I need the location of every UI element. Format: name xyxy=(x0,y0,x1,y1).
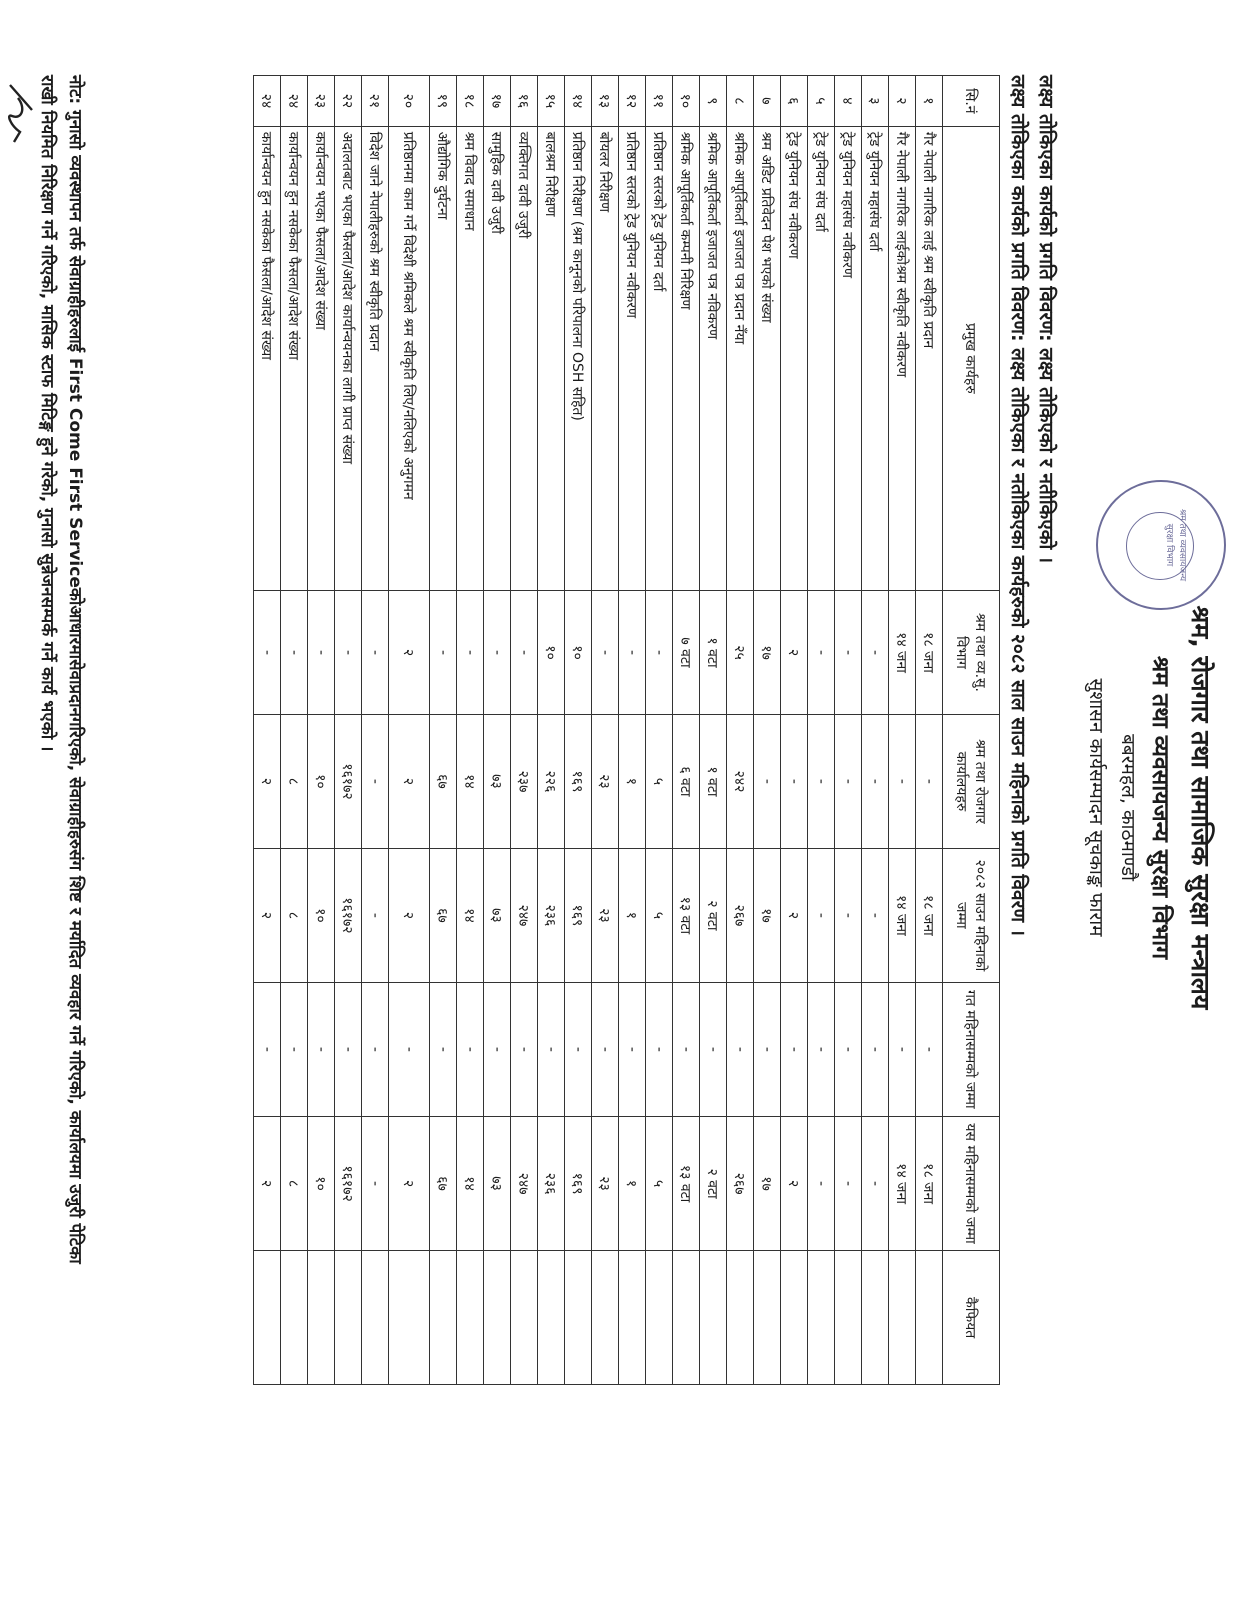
table-row xyxy=(862,76,889,1385)
value-cell: २३७ xyxy=(511,714,538,848)
value-cell xyxy=(389,1251,430,1385)
serial-number-cell: ११ xyxy=(646,76,673,127)
value-cell: - xyxy=(484,982,511,1116)
value-cell: - xyxy=(362,591,389,715)
serial-number-cell: १२ xyxy=(619,76,646,127)
value-cell: १६१७२ xyxy=(335,714,362,848)
value-cell xyxy=(335,1251,362,1385)
value-cell: ८ xyxy=(281,714,308,848)
value-cell: - xyxy=(389,982,430,1116)
value-cell: - xyxy=(916,982,943,1116)
table-row xyxy=(727,76,754,1385)
value-cell: - xyxy=(835,982,862,1116)
value-cell: - xyxy=(781,714,808,848)
value-cell: - xyxy=(619,591,646,715)
value-cell: २५ xyxy=(727,591,754,715)
activity-cell: प्रतिष्ठानमा काम गर्ने विदेशी श्रमिकले श्रम स्वीकृति लिए/नलिएको अनुगमन xyxy=(389,126,430,590)
value-cell: - xyxy=(335,591,362,715)
value-cell: १७ xyxy=(754,848,781,982)
value-cell xyxy=(808,1251,835,1385)
activity-cell: कार्यान्वयन हुन नसकेका फैसला/आदेश संख्या xyxy=(254,126,281,590)
value-cell: - xyxy=(754,982,781,1116)
value-cell: - xyxy=(646,982,673,1116)
table-row xyxy=(565,76,592,1385)
column-header: सि.नं xyxy=(943,76,1000,127)
table-row xyxy=(389,76,430,1385)
value-cell xyxy=(754,1251,781,1385)
value-cell: २३६ xyxy=(538,1116,565,1250)
column-header: श्रम तथा व्य.सु. विभाग xyxy=(943,591,1000,715)
table-row xyxy=(781,76,808,1385)
value-cell: २३६ xyxy=(538,848,565,982)
serial-number-cell: ८ xyxy=(727,76,754,127)
serial-number-cell: २४ xyxy=(254,76,281,127)
seal-text-line2: सुरक्षा विभाग xyxy=(1164,523,1174,567)
value-cell: १४ जना xyxy=(889,848,916,982)
activity-cell: प्रतिष्ठान स्तरको ट्रेड युनियन नवीकरण xyxy=(619,126,646,590)
value-cell: ५ xyxy=(646,714,673,848)
value-cell xyxy=(511,1251,538,1385)
value-cell: १ xyxy=(619,848,646,982)
activity-cell: ट्रेड युनियन महासंघ नवीकरण xyxy=(835,126,862,590)
value-cell: १ xyxy=(619,1116,646,1250)
value-cell: - xyxy=(281,982,308,1116)
address: बबरमहल, काठमाण्डौ xyxy=(1117,734,1139,881)
activity-cell: श्रमिक आपूर्तिकर्ता इजाजत पत्र नविकरण xyxy=(700,126,727,590)
value-cell: ७३ xyxy=(484,1116,511,1250)
ministry-title: श्रम, रोजगार तथा सामाजिक सुरक्षा मन्त्रालय xyxy=(1186,605,1215,1010)
value-cell xyxy=(254,1251,281,1385)
table-row xyxy=(538,76,565,1385)
value-cell: - xyxy=(862,982,889,1116)
activity-cell: गैर नेपाली नागरिक लाईकोश्रम स्वीकृति नवीकरण xyxy=(889,126,916,590)
activity-cell: व्यक्तिगत दावी उजुरी xyxy=(511,126,538,590)
value-cell xyxy=(781,1251,808,1385)
activity-cell: श्रमिक आपूर्तिकर्ता कम्पनी निरिक्षण xyxy=(673,126,700,590)
value-cell: - xyxy=(511,982,538,1116)
value-cell: २६७ xyxy=(727,848,754,982)
value-cell: - xyxy=(781,982,808,1116)
value-cell: १ वटा xyxy=(700,714,727,848)
value-cell: २ xyxy=(389,591,430,715)
value-cell: १० xyxy=(308,714,335,848)
value-cell: - xyxy=(362,1116,389,1250)
value-cell: १ वटा xyxy=(700,591,727,715)
serial-number-cell: ७ xyxy=(754,76,781,127)
value-cell: - xyxy=(335,982,362,1116)
value-cell: २ वटा xyxy=(700,1116,727,1250)
value-cell xyxy=(889,1251,916,1385)
value-cell: १० xyxy=(538,591,565,715)
activity-cell: बालश्रम निरीक्षण xyxy=(538,126,565,590)
value-cell: १४ xyxy=(457,714,484,848)
value-cell: - xyxy=(254,591,281,715)
serial-number-cell: १७ xyxy=(484,76,511,127)
serial-number-cell: १५ xyxy=(538,76,565,127)
value-cell: - xyxy=(808,714,835,848)
value-cell xyxy=(362,1251,389,1385)
serial-number-cell: २१ xyxy=(362,76,389,127)
activity-cell: प्रतिष्ठान स्तरको ट्रेड युनियन दर्ता xyxy=(646,126,673,590)
value-cell: ८ xyxy=(281,1116,308,1250)
serial-number-cell: २३ xyxy=(308,76,335,127)
value-cell xyxy=(646,1251,673,1385)
activity-cell: औद्योगिक दुर्घटना xyxy=(430,126,457,590)
value-cell: - xyxy=(862,714,889,848)
serial-number-cell: १८ xyxy=(457,76,484,127)
column-header: प्रमुख कार्यहरु xyxy=(943,126,1000,590)
value-cell: २ xyxy=(389,714,430,848)
serial-number-cell: ४ xyxy=(835,76,862,127)
activity-cell: प्रतिष्ठान निरीक्षण (श्रम कानूनको परिपालना OSH सहित) xyxy=(565,126,592,590)
value-cell: - xyxy=(808,982,835,1116)
value-cell: - xyxy=(835,848,862,982)
value-cell: ७३ xyxy=(484,714,511,848)
activity-cell: श्रमिक आपूर्तिकर्ता इजाजत पत्र प्रदान नँया xyxy=(727,126,754,590)
column-header: २०८२ साउन महिनाको जम्मा xyxy=(943,848,1000,982)
value-cell: - xyxy=(835,591,862,715)
value-cell: १६९ xyxy=(565,1116,592,1250)
value-cell: - xyxy=(362,714,389,848)
table-row xyxy=(362,76,389,1385)
serial-number-cell: १९ xyxy=(430,76,457,127)
activity-cell: ट्रेड युनियन संघ नवीकरण xyxy=(781,126,808,590)
handwritten-signature xyxy=(0,80,40,150)
serial-number-cell: ९ xyxy=(700,76,727,127)
value-cell: ५ xyxy=(646,848,673,982)
value-cell: २३ xyxy=(592,1116,619,1250)
value-cell: - xyxy=(835,714,862,848)
table-body xyxy=(254,76,943,1385)
value-cell: - xyxy=(254,982,281,1116)
value-cell: १४ xyxy=(457,1116,484,1250)
value-cell: - xyxy=(727,982,754,1116)
value-cell: - xyxy=(916,714,943,848)
serial-number-cell: ६ xyxy=(781,76,808,127)
value-cell: १८ जना xyxy=(916,1116,943,1250)
value-cell: - xyxy=(754,714,781,848)
value-cell: - xyxy=(862,591,889,715)
value-cell: १८ जना xyxy=(916,848,943,982)
value-cell: १६१७२ xyxy=(335,848,362,982)
value-cell: - xyxy=(808,1116,835,1250)
activity-cell: कार्यान्वयन हुन नसकेका फैसला/आदेश संख्या xyxy=(281,126,308,590)
value-cell: - xyxy=(430,982,457,1116)
value-cell: - xyxy=(862,1116,889,1250)
value-cell: - xyxy=(362,848,389,982)
value-cell: १४ जना xyxy=(889,591,916,715)
value-cell xyxy=(565,1251,592,1385)
value-cell: १८ जना xyxy=(916,591,943,715)
table-row xyxy=(484,76,511,1385)
value-cell: १३ वटा xyxy=(673,1116,700,1250)
serial-number-cell: १० xyxy=(673,76,700,127)
value-cell xyxy=(700,1251,727,1385)
official-seal-stamp xyxy=(1096,480,1226,610)
value-cell: २ xyxy=(254,1116,281,1250)
value-cell: २ xyxy=(781,1116,808,1250)
table-row xyxy=(308,76,335,1385)
value-cell: ६७ xyxy=(430,714,457,848)
value-cell: - xyxy=(430,591,457,715)
value-cell: २३ xyxy=(592,848,619,982)
value-cell: - xyxy=(484,591,511,715)
value-cell: - xyxy=(862,848,889,982)
table-row xyxy=(619,76,646,1385)
value-cell: - xyxy=(308,591,335,715)
form-title: सुशासन कार्यसम्पादन सूचकाङ्क फाराम xyxy=(1085,678,1107,937)
value-cell: १७ xyxy=(754,591,781,715)
activity-cell: कार्यान्वयन भएका फैसला/आदेश संख्या xyxy=(308,126,335,590)
activity-cell: विदेश जाने नेपालीहरुको श्रम स्वीकृति प्रदान xyxy=(362,126,389,590)
value-cell xyxy=(430,1251,457,1385)
note-line1: नोट: गुनासो व्यवस्थापन तर्फ सेवाग्राहीहरुलाई First Come First Serviceकोआधारमासेवाप्रदानगरिएको, सेवाग्राहीहरुसंग शिष्ट र मर्यादित व्यवहार गर्ने गरिएको, कार्यालयमा उजुरी पेटिका xyxy=(65,75,85,1264)
serial-number-cell: २४ xyxy=(281,76,308,127)
value-cell: १० xyxy=(308,848,335,982)
value-cell: ८ xyxy=(281,848,308,982)
value-cell xyxy=(727,1251,754,1385)
activity-cell: ट्रेड युनियन महासंघ दर्ता xyxy=(862,126,889,590)
value-cell: - xyxy=(835,1116,862,1250)
value-cell: - xyxy=(457,591,484,715)
serial-number-cell: २० xyxy=(389,76,430,127)
table-row xyxy=(646,76,673,1385)
value-cell: ७३ xyxy=(484,848,511,982)
value-cell: १७ xyxy=(754,1116,781,1250)
table-row xyxy=(808,76,835,1385)
value-cell xyxy=(457,1251,484,1385)
value-cell: - xyxy=(457,982,484,1116)
department-title: श्रम तथा व्यवसायजन्य सुरक्षा विभाग xyxy=(1147,655,1173,960)
value-cell: - xyxy=(700,982,727,1116)
value-cell xyxy=(281,1251,308,1385)
value-cell xyxy=(673,1251,700,1385)
value-cell: २ वटा xyxy=(700,848,727,982)
activity-cell: श्रम विवाद समाधान xyxy=(457,126,484,590)
value-cell xyxy=(484,1251,511,1385)
value-cell xyxy=(619,1251,646,1385)
value-cell: ६७ xyxy=(430,1116,457,1250)
value-cell: - xyxy=(592,982,619,1116)
value-cell: - xyxy=(646,591,673,715)
value-cell: - xyxy=(808,848,835,982)
table-row xyxy=(430,76,457,1385)
note-line2: राखी नियमित निरिक्षण गर्ने गरिएको, मासिक स्टाफ मिटिङ्ग हुने गरेको, गुनासो सुन्नेजनसम्पर्क गर्ने कार्य भएको । xyxy=(37,75,57,752)
table-row xyxy=(335,76,362,1385)
value-cell: ७ वटा xyxy=(673,591,700,715)
table-row xyxy=(673,76,700,1385)
serial-number-cell: १४ xyxy=(565,76,592,127)
value-cell: - xyxy=(673,982,700,1116)
column-header: गत महिनासम्मको जम्मा xyxy=(943,982,1000,1116)
value-cell: १० xyxy=(308,1116,335,1250)
value-cell: १३ वटा xyxy=(673,848,700,982)
value-cell: १४ xyxy=(457,848,484,982)
value-cell: ५ xyxy=(646,1116,673,1250)
table-header-row xyxy=(943,76,1000,1385)
activity-cell: अदालतबाट भएका फैसला/आदेश कार्यान्वयनका लागी प्राप्त संख्या xyxy=(335,126,362,590)
progress-table xyxy=(253,75,1000,1385)
value-cell: ६ वटा xyxy=(673,714,700,848)
value-cell xyxy=(916,1251,943,1385)
value-cell: २६७ xyxy=(727,1116,754,1250)
column-header: कैफियत xyxy=(943,1251,1000,1385)
serial-number-cell: १६ xyxy=(511,76,538,127)
subtitle-line2: लक्ष्य तोकिएका कार्यको प्रगति विवरण: लक्ष्य तोकिएका र नतोकिएका कार्यहरुको २०८२ साल साउन महिनाको प्रगति विवरण । xyxy=(1007,75,1029,936)
value-cell: - xyxy=(308,982,335,1116)
value-cell: - xyxy=(889,982,916,1116)
serial-number-cell: १३ xyxy=(592,76,619,127)
value-cell: २ xyxy=(389,848,430,982)
table-row xyxy=(457,76,484,1385)
table-row xyxy=(592,76,619,1385)
value-cell: - xyxy=(511,591,538,715)
serial-number-cell: २ xyxy=(889,76,916,127)
column-header: यस महिनासम्मको जम्मा xyxy=(943,1116,1000,1250)
value-cell: २ xyxy=(254,714,281,848)
activity-cell: गैर नेपाली नागरिक लाई श्रम स्वीकृति प्रदान xyxy=(916,126,943,590)
activity-cell: सामुहिक दावी उजुरी xyxy=(484,126,511,590)
value-cell: २४७ xyxy=(511,1116,538,1250)
column-header: श्रम तथा रोजगार कार्यालयहरु xyxy=(943,714,1000,848)
serial-number-cell: ३ xyxy=(862,76,889,127)
value-cell: - xyxy=(889,714,916,848)
value-cell: २ xyxy=(389,1116,430,1250)
value-cell: २ xyxy=(254,848,281,982)
value-cell: ६७ xyxy=(430,848,457,982)
table-row xyxy=(700,76,727,1385)
value-cell: २२६ xyxy=(538,714,565,848)
subtitle-line1: लक्ष्य तोकिएका कार्यको प्रगति विवरण: लक्ष्य तोकिएको र नतीकिएको । xyxy=(1035,75,1057,564)
value-cell: १६९ xyxy=(565,848,592,982)
serial-number-cell: १ xyxy=(916,76,943,127)
value-cell: - xyxy=(808,591,835,715)
value-cell xyxy=(862,1251,889,1385)
serial-number-cell: ५ xyxy=(808,76,835,127)
table-row xyxy=(254,76,281,1385)
value-cell xyxy=(538,1251,565,1385)
value-cell: २४२ xyxy=(727,714,754,848)
value-cell: - xyxy=(619,982,646,1116)
table-row xyxy=(754,76,781,1385)
value-cell: - xyxy=(281,591,308,715)
seal-text-line1: श्रम तथा व्यवसायजन्य xyxy=(1177,508,1187,582)
value-cell: १० xyxy=(565,591,592,715)
value-cell: १६९ xyxy=(565,714,592,848)
value-cell xyxy=(308,1251,335,1385)
activity-cell: ट्रेड युनियन संघ दर्ता xyxy=(808,126,835,590)
serial-number-cell: २२ xyxy=(335,76,362,127)
value-cell: २३ xyxy=(592,714,619,848)
value-cell: - xyxy=(362,982,389,1116)
table-row xyxy=(281,76,308,1385)
value-cell: - xyxy=(592,591,619,715)
table-row xyxy=(889,76,916,1385)
value-cell xyxy=(835,1251,862,1385)
value-cell: १ xyxy=(619,714,646,848)
table-row xyxy=(511,76,538,1385)
value-cell xyxy=(592,1251,619,1385)
table-row xyxy=(835,76,862,1385)
value-cell: - xyxy=(565,982,592,1116)
value-cell: २ xyxy=(781,591,808,715)
activity-cell: बोयलर निरीक्षण xyxy=(592,126,619,590)
value-cell: - xyxy=(538,982,565,1116)
activity-cell: श्रम अडिट प्रतिवेदन पेश भएको संख्या xyxy=(754,126,781,590)
table-row xyxy=(916,76,943,1385)
value-cell: २४७ xyxy=(511,848,538,982)
value-cell: १६१७२ xyxy=(335,1116,362,1250)
value-cell: १४ जना xyxy=(889,1116,916,1250)
value-cell: २ xyxy=(781,848,808,982)
